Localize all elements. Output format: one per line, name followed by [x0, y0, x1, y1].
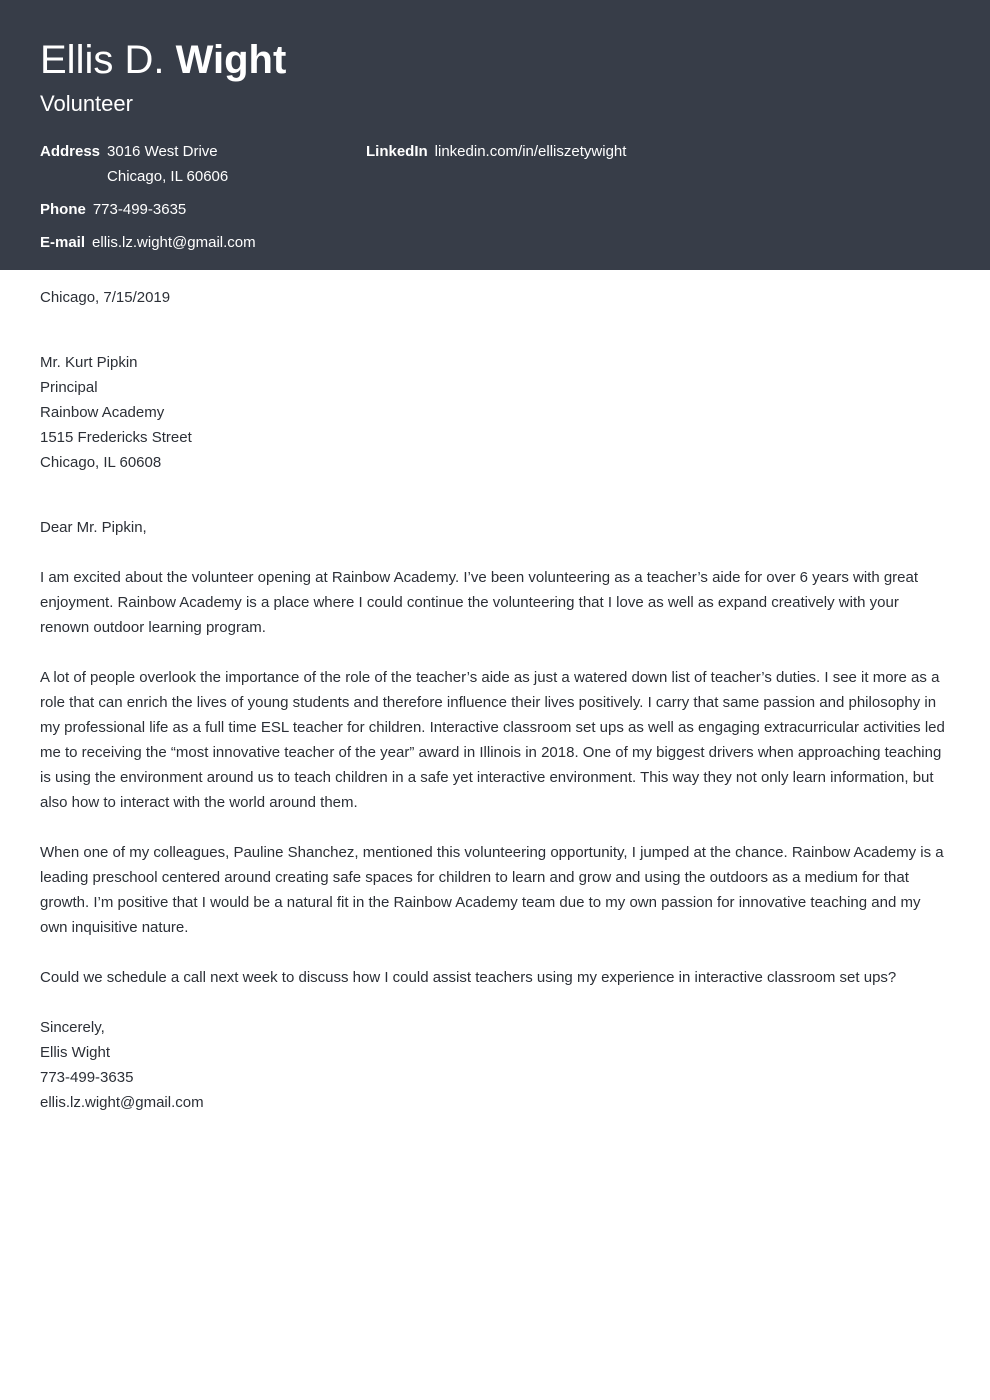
- signature-email: ellis.lz.wight@gmail.com: [40, 1094, 204, 1111]
- job-title: Volunteer: [40, 91, 133, 116]
- paragraph-call-to-action: Could we schedule a call next week to discuss how I could assist teachers using my experience in interactive classroom set ups?: [40, 969, 897, 986]
- phone-label: Phone: [40, 201, 86, 218]
- recipient-organization: Rainbow Academy: [40, 404, 165, 421]
- paragraph-opening: I am excited about the volunteer opening at Rainbow Academy. I’ve been volunteering as a teacher’s aide for over 6 years with great enjoyment. Rainbow Academy is a place where I could continue the volunteering that I love as well as expand creatively with your renown outdoor learning program.: [40, 569, 919, 636]
- email-label: E-mail: [40, 234, 86, 251]
- signature-phone: 773-499-3635: [40, 1069, 134, 1086]
- email-block: [40, 230, 256, 255]
- salutation: Dear Mr. Pipkin,: [40, 519, 147, 536]
- recipient-city: Chicago, IL 60608: [40, 454, 162, 471]
- applicant-name: [40, 36, 286, 84]
- linkedin-link[interactable]: linkedin.com/in/elliszetywight: [434, 143, 627, 160]
- linkedin-block: [366, 139, 626, 164]
- address-line-2: Chicago, IL 60606: [107, 168, 229, 185]
- linkedin-label: LinkedIn: [366, 143, 428, 160]
- address-line-1: 3016 West Drive: [107, 143, 218, 160]
- paragraph-fit: When one of my colleagues, Pauline Shanchez, mentioned this volunteering opportunity, I jumped at the chance. Rainbow Academy is a leading preschool centered around creating safe spaces for children to learn and grow and using the outdoors as a medium for that growth. I’m positive that I would be a natural fit in the Rainbow Academy team due to my own passion for innovative teaching and my own inquisitive nature.: [40, 844, 944, 936]
- recipient-street: 1515 Fredericks Street: [40, 429, 192, 446]
- recipient-title: Principal: [40, 379, 98, 396]
- cover-letter-body: [40, 285, 950, 1115]
- recipient-name: Mr. Kurt Pipkin: [40, 354, 138, 371]
- sign-off: Sincerely,: [40, 1019, 105, 1036]
- address-block: [40, 139, 228, 189]
- phone-value[interactable]: 773-499-3635: [92, 201, 187, 218]
- address-value: [107, 139, 228, 189]
- last-name: Wight: [175, 38, 287, 82]
- email-link[interactable]: ellis.lz.wight@gmail.com: [92, 234, 256, 251]
- paragraph-experience: A lot of people overlook the importance of the role of the teacher’s aide as just a watered down list of teacher’s duties. I see it more as a role that can enrich the lives of young students and therefore influence their lives positively. I carry that same passion and philosophy in my professional life as a full time ESL teacher for children. Interactive classroom set ups as well as engaging extracurricular activities led me to receiving the “most innovative teacher of the year” award in Illinois in 2018. One of my biggest drivers when approaching teaching is using the environment around us to teach children in a safe yet interactive environment. This way they not only learn information, but also how to interact with the world around them.: [40, 669, 945, 811]
- resume-header: [0, 0, 990, 270]
- recipient-block: [40, 350, 950, 475]
- signature-name: Ellis Wight: [40, 1044, 111, 1061]
- letter-date: Chicago, 7/15/2019: [40, 289, 171, 306]
- first-name: Ellis D.: [40, 38, 165, 82]
- phone-block: [40, 197, 186, 222]
- address-label: Address: [40, 143, 101, 160]
- closing-block: [40, 1015, 950, 1115]
